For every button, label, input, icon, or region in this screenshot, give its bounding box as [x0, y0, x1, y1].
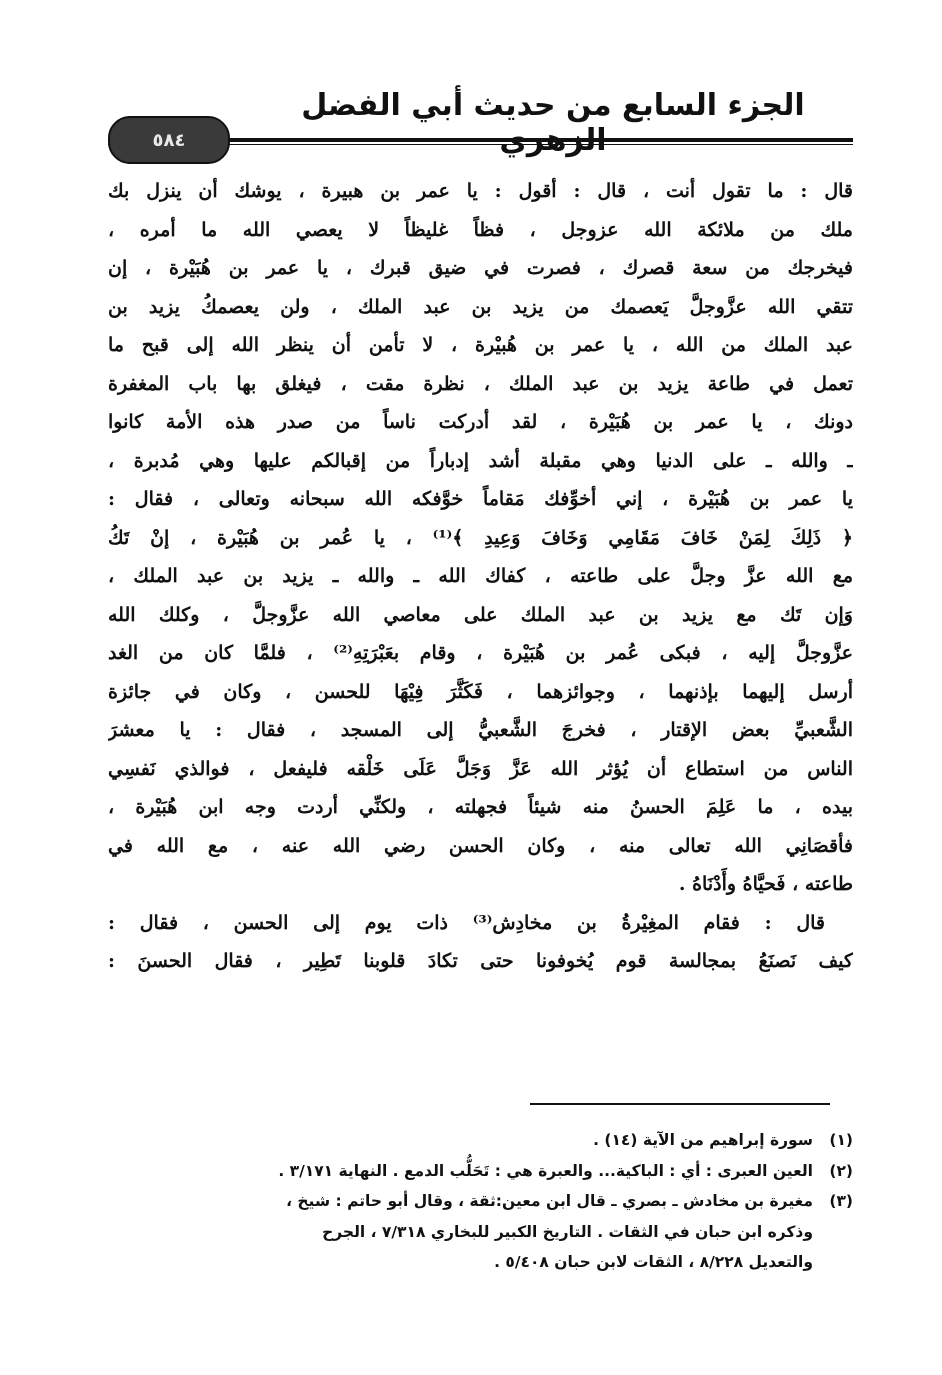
footnote-text: العين العبرى : أي : الباكية... والعبرة هي : تَحَلُّب الدمع . النهاية ٣/١٧١ . — [278, 1161, 813, 1180]
page-number-badge — [108, 116, 230, 164]
text-line: دونك ، يا عمر بن هُبَيْرة ، لقد أدركت ناساً من صدر هذه الأمة كانوا — [108, 411, 853, 433]
text-line: فأقصَانِي الله تعالى منه ، وكان الحسن رضي الله عنه ، مع الله في — [108, 834, 853, 857]
page-number: ٥٨٤ — [152, 129, 186, 151]
text-line: أرسل إليهما بإذنهما ، وجوائزهما ، فَكَثَّرَ فِيْهَا للحسن ، وكان في جائزة — [108, 680, 853, 703]
page-header — [108, 80, 853, 160]
text-line: عبد الملك من الله ، يا عمر بن هُبيْرة ، لا تأمن أن ينظر الله إلى قبح ما — [108, 334, 853, 356]
text-line: طاعته ، فَحيَّاهُ وأَدْنَاهُ . — [678, 873, 853, 895]
footnote-continuation: وذكره ابن حبان في الثقات . التاريخ الكبير للبخاري ٧/٣١٨ ، الجرح — [322, 1222, 813, 1241]
text-line: يا عمر بن هُبَيْرة ، إني أخوِّفك مَقاماً خوَّفكه الله سبحانه وتعالى ، فقال : — [108, 488, 853, 510]
footnotes — [108, 1125, 853, 1278]
text-line: الشَّعبيِّ بعض الإقتار ، فخرجَ الشَّعبيُّ إلى المسجد ، فقال : يا معشرَ — [108, 719, 853, 741]
text-line: وَإن تَك مع يزيد بن عبد الملك على معاصي الله عزَّوجلَّ ، وكلك الله — [108, 603, 853, 626]
text-line: مع الله عزَّ وجلَّ على طاعته ، كفاك الله ـ والله ـ يزيد بن عبد الملك ، — [108, 565, 853, 587]
text-line: عزَّوجلَّ إليه ، فبكى عُمر بن هُبَيْرة ، وقام بعَبْرَتِهِ⁽²⁾ ، فلمَّا كان من الغد — [108, 642, 853, 664]
footnote-continuation: والتعديل ٨/٢٢٨ ، الثقات لابن حبان ٥/٤٠٨ . — [494, 1253, 813, 1271]
footnote-separator — [530, 1103, 830, 1105]
footnote-text: سورة إبراهيم من الآية (١٤) . — [593, 1131, 813, 1149]
quran-verse-line: ﴿ ذَلِكَ لِمَنْ خَافَ مَقَامِي وَخَافَ وَعِيدِ ﴾⁽¹⁾ ، يا عُمر بن هُبَيْرة ، إنْ تَكُ — [108, 526, 853, 549]
text-line: ملك من ملائكة الله عزوجل ، فظاً غليظاً لا يعصي الله ما أمره ، — [108, 218, 853, 241]
text-line: قال : ما تقول أنت ، قال : أقول : يا عمر بن هبيرة ، يوشك أن ينزل بك — [108, 180, 853, 202]
text-line: تعمل في طاعة يزيد بن عبد الملك ، نظرة مقت ، فيغلق بها باب المغفرة — [108, 372, 853, 395]
text-line: كيف نَصنَعُ بمجالسة قوم يُخوفونا حتى تكادَ قلوبنا تَطِير ، فقال الحسنَ : — [108, 950, 853, 972]
text-line: ـ والله ـ على الدنيا وهي مقبلة أشد إدباراً من إقبالكم عليها وهي مُدبرة ، — [108, 449, 853, 472]
footnote-number: (٢) — [829, 1161, 853, 1180]
footnote-number: (٣) — [829, 1192, 853, 1210]
paragraph-start-line: قال : فقام المغِيْرةُ بن مخادِش⁽³⁾ ذات يوم إلى الحسن ، فقال : — [108, 911, 825, 934]
footnote-2 — [108, 1156, 853, 1187]
text-line: فيخرجك من سعة قصرك ، فصرت في ضيق قبرك ، يا عمر بن هُبَيْرة ، إن — [108, 257, 853, 279]
footnote-number: (١) — [829, 1131, 853, 1149]
footnote-1 — [108, 1125, 853, 1156]
body-text — [108, 172, 853, 981]
text-line: تتقي الله عزَّوجلَّ يَعصمك من يزيد بن عبد الملك ، ولن يعصمكُ يزيد بن — [108, 295, 853, 318]
text-line: الناس من استطاع أن يُؤثر الله عَزَّ وَجَلَّ عَلَى خَلْقه فليفعل ، فوالذي نَفسِي — [108, 757, 853, 780]
running-title: الجزء السابع من حديث أبي الفضل — [301, 88, 805, 123]
footnote-3 — [108, 1186, 853, 1217]
footnote-text: مغيرة بن مخادش ـ بصري ـ قال ابن معين:ثقة ، وقال أبو حاتم : شيخ ، — [286, 1192, 813, 1210]
text-line: بيده ، ما عَلِمَ الحسنُ منه شيئاً فجهلته ، ولكنِّي أردت وجه ابن هُبَيْرة ، — [108, 796, 853, 818]
